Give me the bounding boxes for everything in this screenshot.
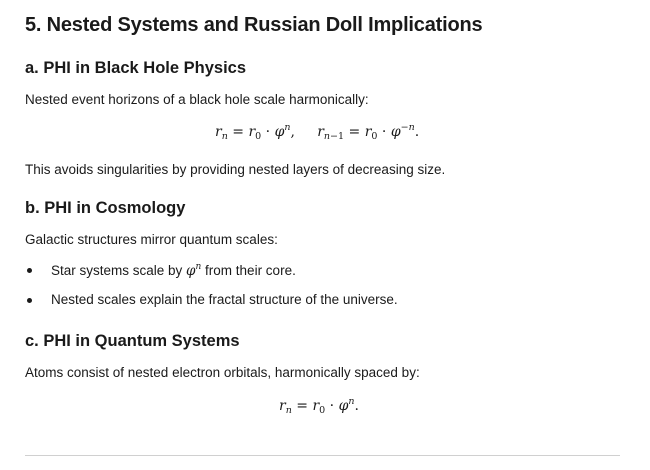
inline-math: $\varphi^n$: [186, 262, 202, 279]
black-hole-intro: Nested event horizons of a black hole scale harmonically:: [25, 92, 369, 107]
bullet-icon: [27, 268, 32, 273]
subsection-title-cosmology: b. PHI in Cosmology: [25, 199, 186, 217]
cosmology-intro: Galactic structures mirror quantum scales:: [25, 232, 278, 247]
bottom-divider: [25, 455, 620, 456]
subsection-title-black-hole: a. PHI in Black Hole Physics: [25, 59, 247, 77]
section-heading: 5. Nested Systems and Russian Doll Implications: [25, 14, 483, 36]
bullet-text: Nested scales explain the fractal structure of the universe.: [51, 292, 398, 307]
bullet-text: Star systems scale by $\varphi^n$ from their core.: [51, 262, 296, 279]
bullet-icon: [27, 298, 32, 303]
quantum-intro: Atoms consist of nested electron orbitals, harmonically spaced by:: [25, 365, 420, 380]
quantum-equation: $r_n = r_0 \cdot \varphi^n$.: [279, 396, 359, 416]
subsection-title-quantum: c. PHI in Quantum Systems: [25, 332, 240, 350]
black-hole-outro: This avoids singularities by providing nested layers of decreasing size.: [25, 162, 446, 177]
black-hole-equation: $r_n = r_0 \cdot \varphi^n$, $r_{n-1} = r_0 \cdot \varphi^{-n}$.: [215, 122, 420, 142]
